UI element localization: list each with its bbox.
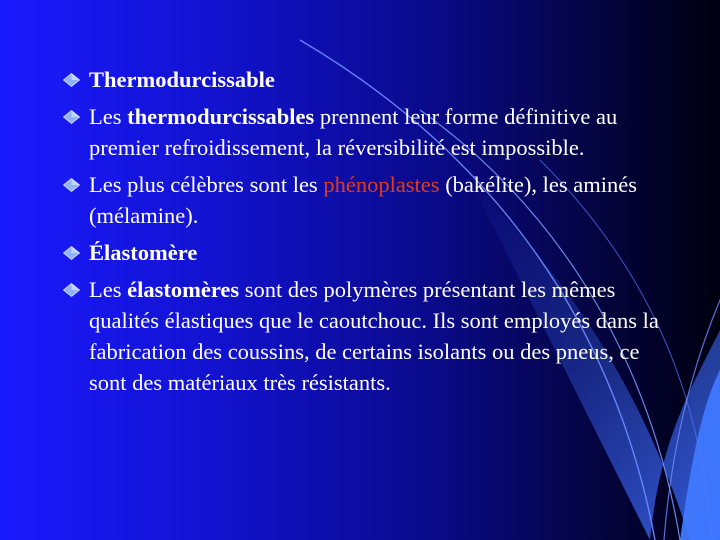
bullet-5-segment-3: sont des polymères présentant les mêmes qualités élastiques que le caoutchouc. Ils sont employés dans la fabrication des coussins, de certains isolants ou des pneus, ce sont des matériaux très résistants. xyxy=(89,277,659,395)
bullet-item-4 xyxy=(62,237,682,268)
diamond-bullet-icon xyxy=(63,73,80,87)
diamond-bullet-icon xyxy=(63,246,80,260)
bullet-text xyxy=(89,277,659,395)
bullet-3-segment-1: Les plus célèbres sont les xyxy=(89,172,324,197)
bullet-item-2 xyxy=(62,101,682,163)
bullet-text xyxy=(89,172,637,228)
bullet-text xyxy=(89,67,275,92)
bullet-2-segment-2: thermodurcissables xyxy=(127,104,315,129)
diamond-bullet-icon xyxy=(63,110,80,124)
bullet-5-segment-1: Les xyxy=(89,277,128,302)
bullet-3-segment-2: phénoplastes xyxy=(323,172,440,197)
bullet-list xyxy=(62,64,682,404)
bullet-1-segment-1: Thermodurcissable xyxy=(89,67,275,92)
bullet-item-1 xyxy=(62,64,682,95)
bullet-5-segment-2: élastomères xyxy=(127,277,240,302)
diamond-bullet-icon xyxy=(63,178,80,192)
bullet-2-segment-1: Les xyxy=(89,104,128,129)
diamond-bullet-icon xyxy=(63,283,80,297)
bullet-text xyxy=(89,240,197,265)
bullet-2-segment-3: prennent leur forme définitive au premier refroidissement, la réversibilité est impossible. xyxy=(89,104,618,160)
bullet-4-segment-1: Élastomère xyxy=(89,240,198,265)
bullet-item-3 xyxy=(62,169,682,231)
bullet-3-segment-3: (bakélite), les aminés (mélamine). xyxy=(89,172,637,228)
bullet-item-5 xyxy=(62,274,682,398)
bullet-text xyxy=(89,104,617,160)
